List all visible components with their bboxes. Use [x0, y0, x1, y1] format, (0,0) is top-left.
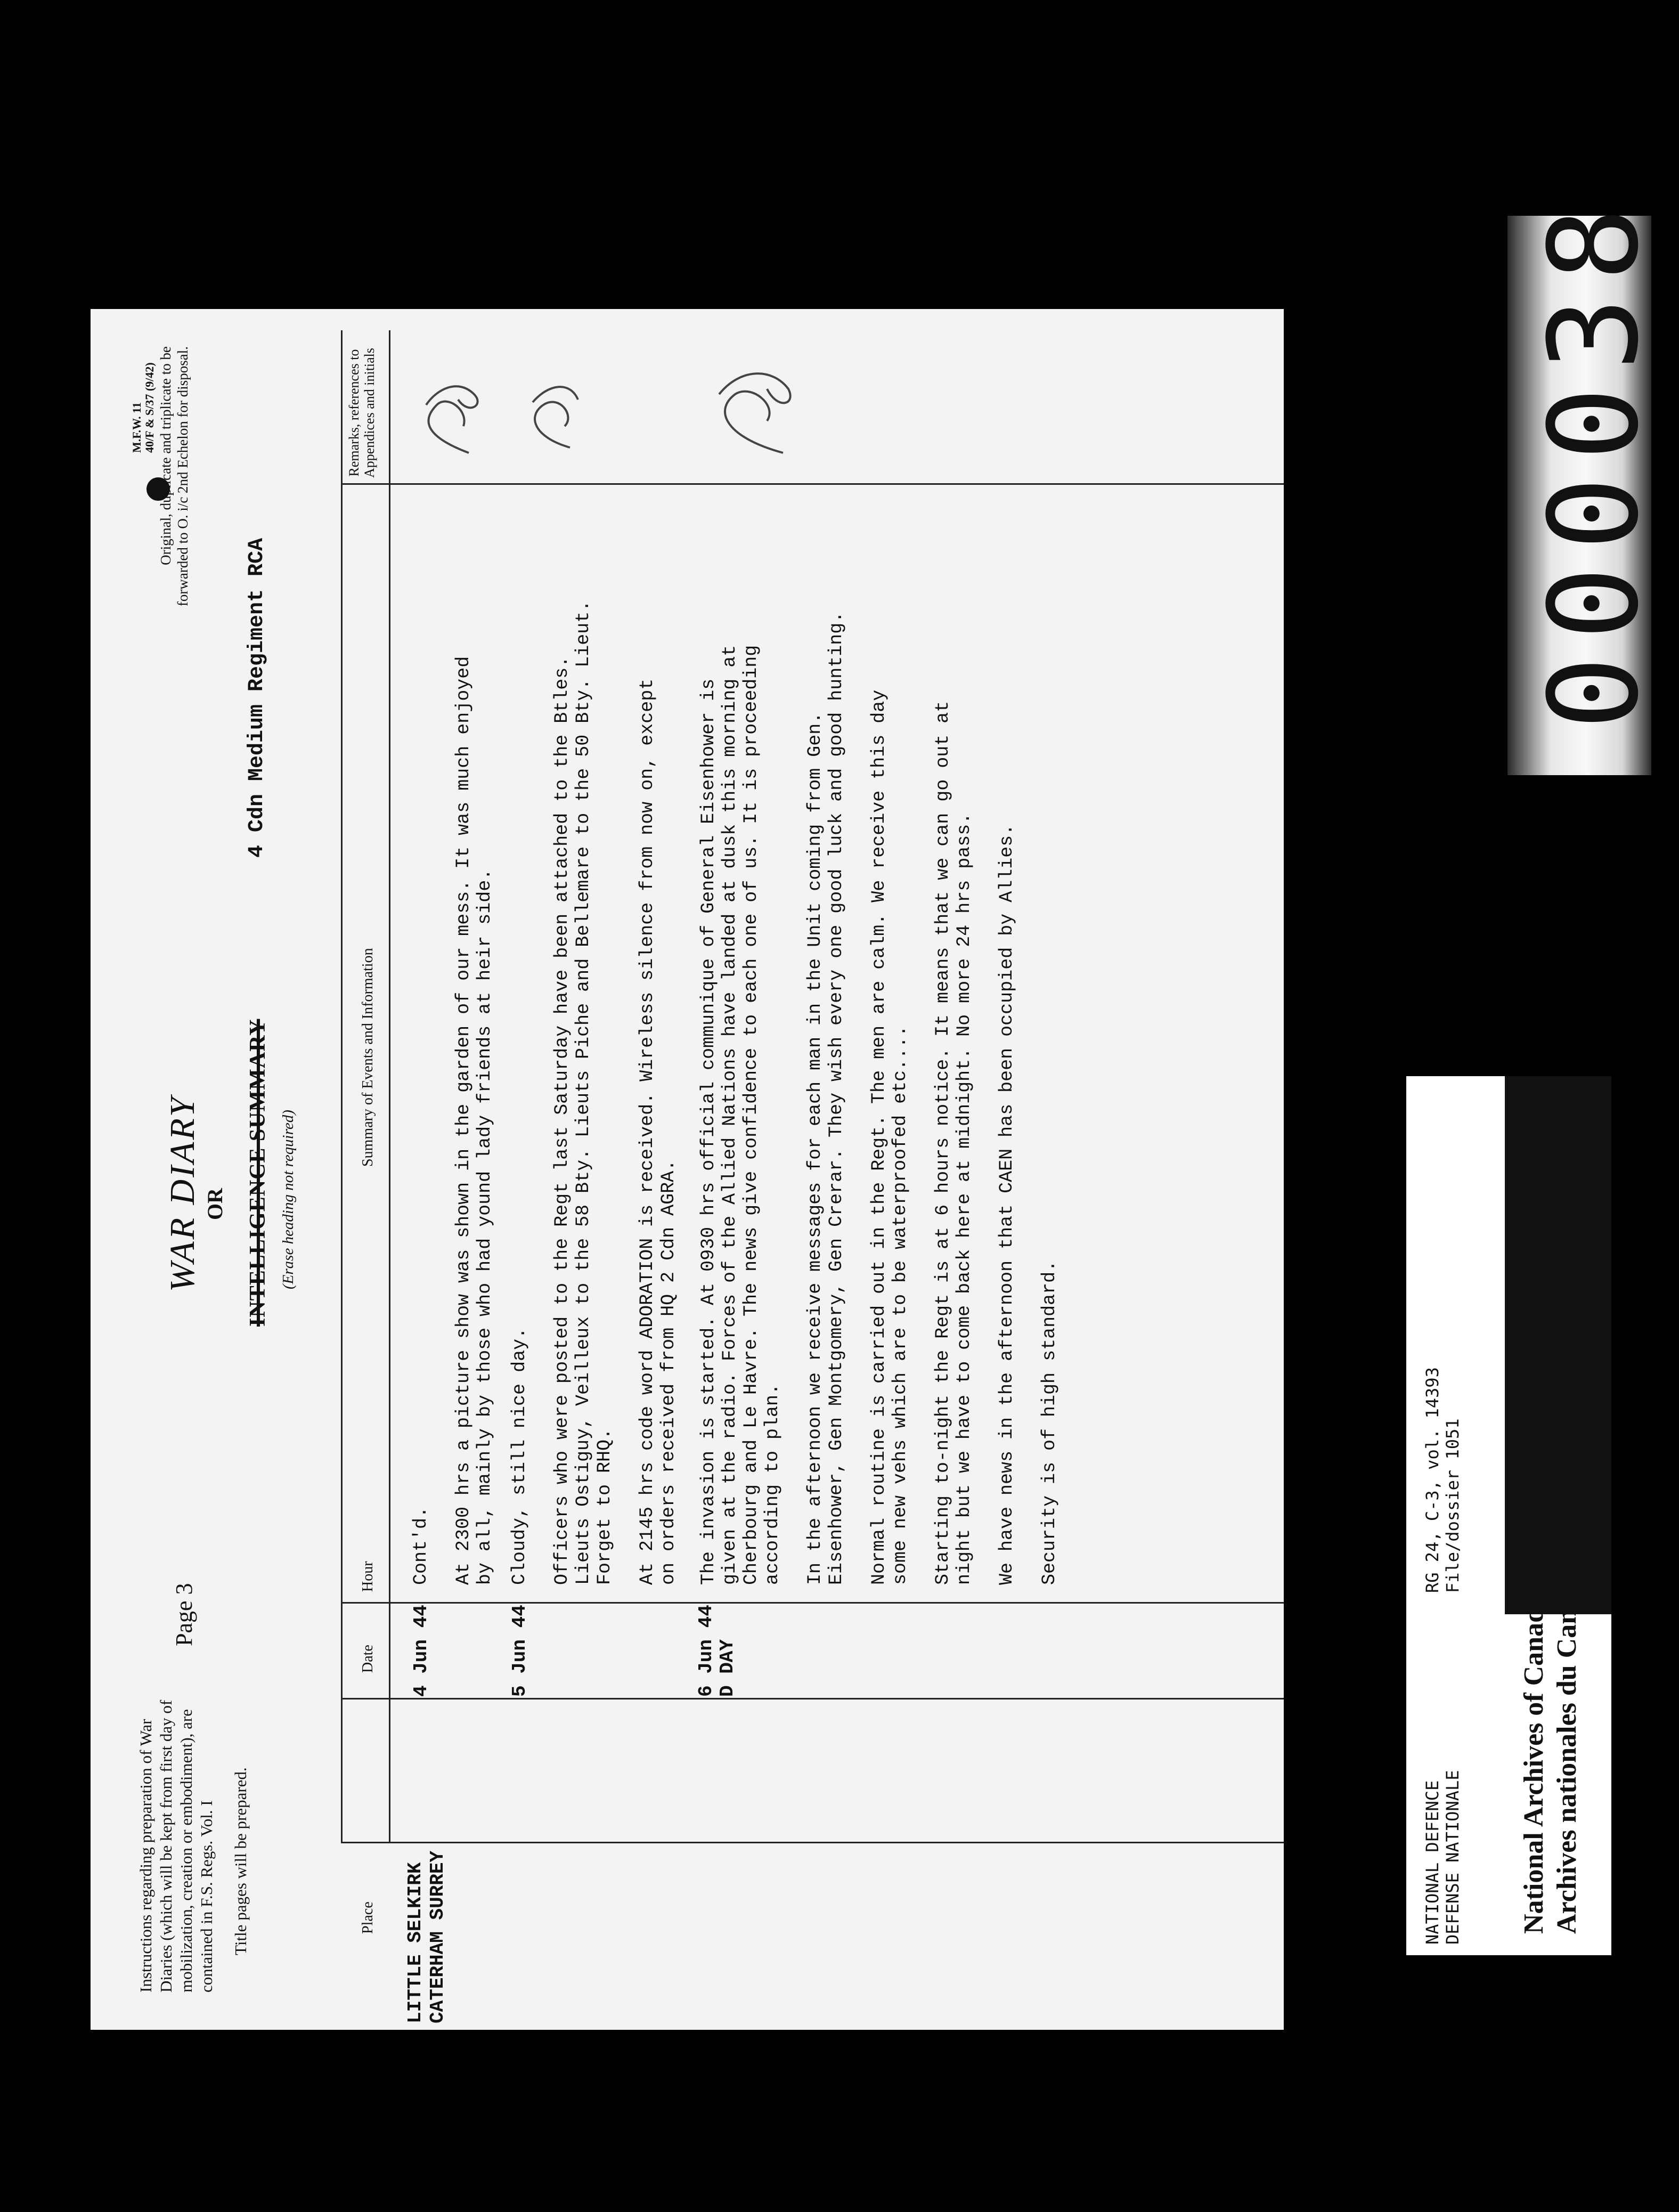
place-line-1: LITTLE SELKIRK: [404, 1862, 426, 2023]
entry-date: 5 Jun 44: [509, 1605, 531, 1697]
label-dept-fr: DEFENSE NATIONALE: [1442, 1770, 1463, 1945]
title-or: OR: [203, 1188, 227, 1220]
entry-line: At 2300 hrs a picture show was shown in the garden of our mess. It was much enjoyed: [453, 656, 474, 1585]
table-top-rule: [341, 330, 343, 1843]
entry-line: At 2145 hrs code word ADORATION is received. Wireless silence from now on, except: [637, 678, 658, 1585]
entry-line: on orders received from HQ 2 Cdn AGRA.: [658, 1159, 679, 1585]
entry-line: given at the radio. Forces of the Allied Nations have landed at dusk this morning at: [719, 645, 740, 1585]
entry-line: by all, mainly by those who had yound lady friends at heir side.: [474, 868, 495, 1585]
entry-line: Cherbourg and Le Havre. The news give confidence to each one of us. It is proceeding: [740, 645, 762, 1585]
form-number-line-1: M.F.W. 11: [130, 402, 143, 453]
form-number-line-2: 40/F & S/37 (9/42): [143, 362, 156, 453]
col-rule-place: [341, 1842, 1284, 1843]
instructions-text: [136, 1673, 251, 1993]
instructions-paragraph: Instructions regarding preparation of War Diaries (which will be kept from first day of mobilization, creation or embodiment), are contained in F.S. Regs. Vol. I: [136, 1699, 216, 1993]
entry-line: Officers who were posted to the Regt last Saturday have been attached to the Btles.: [551, 656, 573, 1585]
place-line-2: CATERHAM SURREY: [427, 1850, 449, 2023]
form-number: [131, 362, 156, 453]
page-title: WAR DIARY: [163, 1095, 202, 1292]
distribution-line-1: Original, duplicate and triplicate to be: [158, 346, 174, 565]
label-dept-en: NATIONAL DEFENCE: [1422, 1780, 1442, 1945]
entry-line: The invasion is started. At 0930 hrs official communique of General Eisenhower is: [698, 678, 719, 1585]
frame-number: 000038: [1523, 191, 1666, 730]
entry-line: Starting to-night the Regt is at 6 hours notice. It means that we can go out at: [932, 701, 953, 1585]
entry-date: 4 Jun 44: [410, 1605, 432, 1697]
label-archives-en: National Archives of Canada: [1519, 1593, 1549, 1934]
col-remarks: Remarks, references to Appendices and initials: [346, 347, 377, 478]
page-number: Page 3: [171, 1583, 197, 1646]
col-hour: Hour: [360, 1561, 376, 1592]
struck-heading: INTELLIGENCE SUMMARY: [246, 1019, 270, 1327]
entry-line: according to plan.: [762, 1383, 783, 1585]
entry-line: We have news in the afternoon that CAEN has been occupied by Allies.: [996, 824, 1017, 1585]
col-summary: Summary of Events and Information: [360, 948, 376, 1167]
col-rule-date: [341, 1698, 1284, 1699]
entry-date-dday: D DAY: [716, 1639, 738, 1697]
entry-line: some new vehs which are to be waterproofed etc....: [890, 1025, 911, 1585]
entry-line: Lieuts Ostiguy, Veilleux to the 58 Bty. Lieuts Piche and Bellemare to the 50 Bty. Lieut.: [573, 600, 594, 1585]
col-place: Place: [360, 1901, 376, 1934]
entry-line: Security is of high standard.: [1039, 1260, 1060, 1585]
entry-line: Eisenhower, Gen Montgomery, Gen Crerar. They wish every one good luck and good hunting.: [826, 611, 847, 1585]
handwritten-initials: [698, 352, 799, 469]
label-dark-band: [1505, 1076, 1611, 1614]
label-archives-fr: Archives nationales du Canada: [1552, 1565, 1582, 1934]
col-rule-hour: [341, 1602, 1284, 1604]
erase-note: (Erase heading not required): [280, 1110, 297, 1289]
label-ref-2: File/dossier 1051: [1442, 1418, 1463, 1593]
entry-date: 6 Jun 44: [695, 1605, 717, 1697]
entry-line: In the afternoon we receive messages for each man in the Unit coming from Gen.: [804, 712, 826, 1585]
unit-name: 4 Cdn Medium Regiment RCA: [245, 538, 269, 858]
entry-line: Cloudy, still nice day.: [509, 1327, 530, 1585]
title-pages-note: Title pages will be prepared.: [231, 1767, 250, 1955]
col-rule-remarks: [341, 483, 1284, 485]
distribution-note: [157, 346, 191, 714]
war-diary-sheet: [91, 309, 1284, 2030]
handwritten-initials: [405, 362, 490, 469]
distribution-line-2: forwarded to O. i/c 2nd Echelon for disposal.: [175, 346, 191, 607]
handwritten-initials: [511, 362, 586, 469]
table-header-rule: [389, 330, 390, 1843]
entry-line: Cont'd.: [410, 1506, 431, 1585]
col-date: Date: [360, 1645, 376, 1673]
entry-line: Normal routine is carried out in the Regt. The men are calm. We receive this day: [868, 689, 890, 1585]
archive-label: [1406, 1076, 1611, 1955]
entry-line: night but we have to come back here at midnight. No more 24 hrs pass.: [953, 812, 975, 1585]
label-ref-1: RG 24, C-3, vol. 14393: [1422, 1367, 1442, 1593]
entry-line: Forget to RHQ.: [594, 1428, 615, 1585]
